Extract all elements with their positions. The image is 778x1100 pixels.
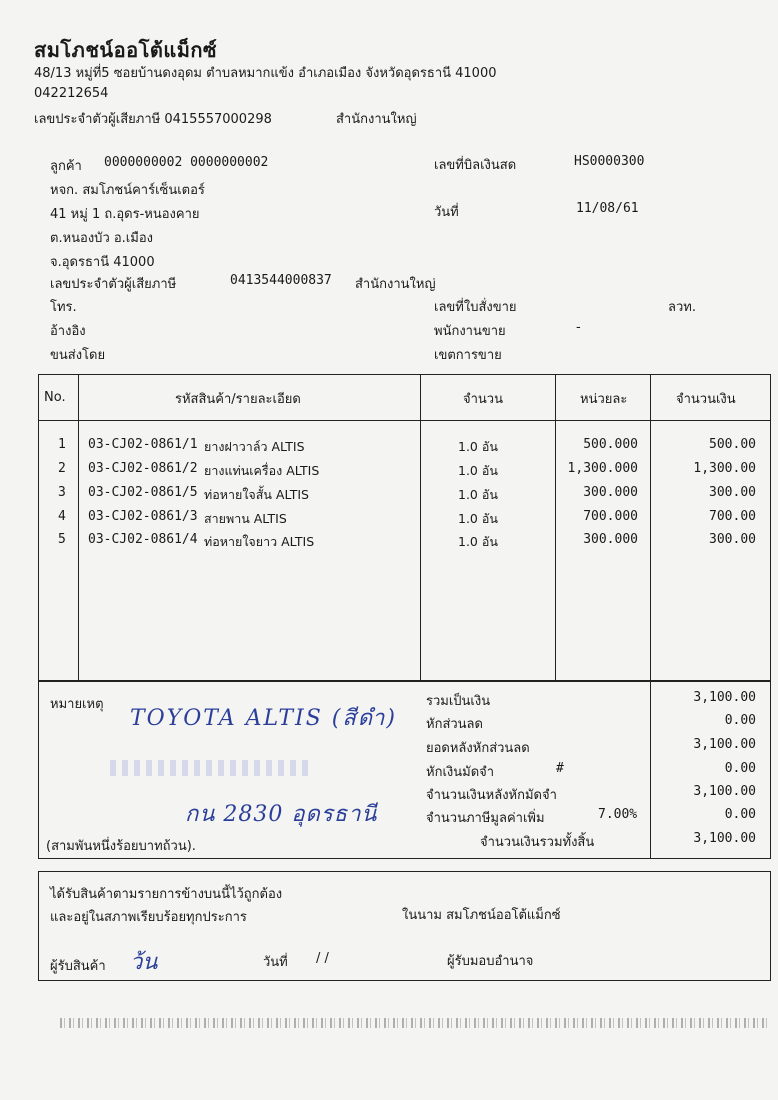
row-4-quantity: 1.0 อัน <box>458 511 498 526</box>
header-description: รหัสสินค้า/รายละเอียด <box>175 392 301 407</box>
faint-ink-mark <box>110 760 310 776</box>
summary-value-divider <box>650 681 651 859</box>
deposit-value: 0.00 <box>724 761 756 776</box>
row-5-unit-price: 300.000 <box>583 532 638 547</box>
vat-label: จำนวนภาษีมูลค่าเพิ่ม <box>426 811 545 826</box>
customer-phone-label: โทร. <box>50 300 77 315</box>
row-4-description: สายพาน ALTIS <box>204 511 287 526</box>
receive-date-label: วันที่ <box>263 955 288 970</box>
after-discount-value: 3,100.00 <box>693 737 756 752</box>
items-header-divider <box>38 420 771 421</box>
vat-rate: 7.00% <box>598 807 638 822</box>
after-discount-label: ยอดหลังหักส่วนลด <box>426 741 530 756</box>
row-1-unit-price: 500.000 <box>583 437 638 452</box>
row-4-code: 03-CJ02-0861/3 <box>88 509 198 524</box>
col-divider-no <box>78 374 79 681</box>
col-divider-desc <box>420 374 421 681</box>
invoice-date: 11/08/61 <box>576 201 639 216</box>
after-deposit-value: 3,100.00 <box>693 784 756 799</box>
after-deposit-label: จำนวนเงินหลังหักมัดจำ <box>426 788 557 803</box>
invoice-date-label: วันที่ <box>434 205 459 220</box>
row-5-no: 5 <box>58 532 66 547</box>
row-3-quantity: 1.0 อัน <box>458 487 498 502</box>
col-divider-qty <box>555 374 556 681</box>
header-quantity: จำนวน <box>463 392 503 407</box>
sales-area-label: เขตการขาย <box>434 348 502 363</box>
company-name: สมโภชน์ออโต้แม็กซ์ <box>34 38 218 62</box>
row-1-no: 1 <box>58 437 66 452</box>
customer-address-1: 41 หมู่ 1 ถ.อุดร-หนองคาย <box>50 207 200 222</box>
scan-artifact-strip <box>60 1018 770 1028</box>
row-1-amount: 500.00 <box>709 437 756 452</box>
amount-in-words: (สามพันหนึ่งร้อยบาทถ้วน). <box>46 839 196 854</box>
row-1-quantity: 1.0 อัน <box>458 439 498 454</box>
receiver-signature: ว้น <box>130 950 158 975</box>
handwritten-car-model: TOYOTA ALTIS (สีดำ) <box>130 706 397 731</box>
received-statement-2: และอยู่ในสภาพเรียบร้อยทุกประการ <box>50 910 247 925</box>
reference-label: อ้างอิง <box>50 324 86 339</box>
header-amount: จำนวนเงิน <box>676 392 736 407</box>
remark-label: หมายเหตุ <box>50 697 104 712</box>
row-5-description: ท่อหายใจยาว ALTIS <box>204 534 315 549</box>
company-address: 48/13 หมู่ที่5 ซอยบ้านดงอุดม ตำบลหมากแข้ง อำเภอเมือง จังหวัดอุดรธานี 41000 <box>34 66 497 81</box>
subtotal-value: 3,100.00 <box>693 690 756 705</box>
customer-tax-id: 0413544000837 <box>230 273 332 288</box>
company-tax-id: เลขประจำตัวผู้เสียภาษี 0415557000298 <box>34 112 272 127</box>
row-2-unit-price: 1,300.000 <box>567 461 638 476</box>
grand-total-label: จำนวนเงินรวมทั้งสิ้น <box>480 835 595 850</box>
customer-address-3: จ.อุดรธานี 41000 <box>50 255 155 270</box>
row-2-amount: 1,300.00 <box>693 461 756 476</box>
row-3-amount: 300.00 <box>709 485 756 500</box>
invoice-no-label: เลขที่บิลเงินสด <box>434 158 517 173</box>
discount-value: 0.00 <box>724 713 756 728</box>
row-2-code: 03-CJ02-0861/2 <box>88 461 198 476</box>
sales-order-value: ลวท. <box>668 300 696 315</box>
company-phone: 042212654 <box>34 86 109 101</box>
header-unit-price: หน่วยละ <box>580 392 628 407</box>
discount-label: หักส่วนลด <box>426 717 483 732</box>
on-behalf-of: ในนาม สมโภชน์ออโต้แม็กซ์ <box>402 908 561 923</box>
shipping-label: ขนส่งโดย <box>50 348 106 363</box>
company-branch: สำนักงานใหญ่ <box>336 112 417 127</box>
row-1-code: 03-CJ02-0861/1 <box>88 437 198 452</box>
row-3-code: 03-CJ02-0861/5 <box>88 485 198 500</box>
handwritten-license-plate: กน 2830 อุดรธานี <box>185 802 378 827</box>
row-3-unit-price: 300.000 <box>583 485 638 500</box>
salesperson-label: พนักงานขาย <box>434 324 506 339</box>
receive-date-blank: / / <box>316 951 329 966</box>
customer-name: หจก. สมโภชน์คาร์เซ็นเตอร์ <box>50 183 205 198</box>
subtotal-label: รวมเป็นเงิน <box>426 694 491 709</box>
deposit-label: หักเงินมัดจำ <box>426 765 495 780</box>
row-4-amount: 700.00 <box>709 509 756 524</box>
row-1-description: ยางฝาวาล์ว ALTIS <box>204 439 305 454</box>
row-2-quantity: 1.0 อัน <box>458 463 498 478</box>
deposit-mark: # <box>556 761 564 776</box>
col-divider-unit <box>650 374 651 681</box>
grand-total-value: 3,100.00 <box>693 831 756 846</box>
row-5-code: 03-CJ02-0861/4 <box>88 532 198 547</box>
row-2-description: ยางแท่นเครื่อง ALTIS <box>204 463 320 478</box>
receiver-label: ผู้รับสินค้า <box>50 959 106 974</box>
customer-tax-label: เลขประจำตัวผู้เสียภาษี <box>50 277 177 292</box>
customer-label: ลูกค้า <box>50 159 82 174</box>
received-statement-1: ได้รับสินค้าตามรายการข้างบนนี้ไว้ถูกต้อง <box>50 887 283 902</box>
row-3-no: 3 <box>58 485 66 500</box>
row-4-no: 4 <box>58 509 66 524</box>
vat-value: 0.00 <box>724 807 756 822</box>
row-5-amount: 300.00 <box>709 532 756 547</box>
salesperson-value: - <box>576 320 581 335</box>
header-no: No. <box>44 390 66 405</box>
customer-branch: สำนักงานใหญ่ <box>355 277 436 292</box>
invoice-no: HS0000300 <box>574 154 645 169</box>
row-2-no: 2 <box>58 461 66 476</box>
row-4-unit-price: 700.000 <box>583 509 638 524</box>
authorized-signer-label: ผู้รับมอบอำนาจ <box>447 954 534 969</box>
sales-order-label: เลขที่ใบสั่งขาย <box>434 300 517 315</box>
customer-code: 0000000002 0000000002 <box>104 155 269 170</box>
customer-address-2: ต.หนองบัว อ.เมือง <box>50 231 153 246</box>
row-5-quantity: 1.0 อัน <box>458 534 498 549</box>
row-3-description: ท่อหายใจสั้น ALTIS <box>204 487 309 502</box>
